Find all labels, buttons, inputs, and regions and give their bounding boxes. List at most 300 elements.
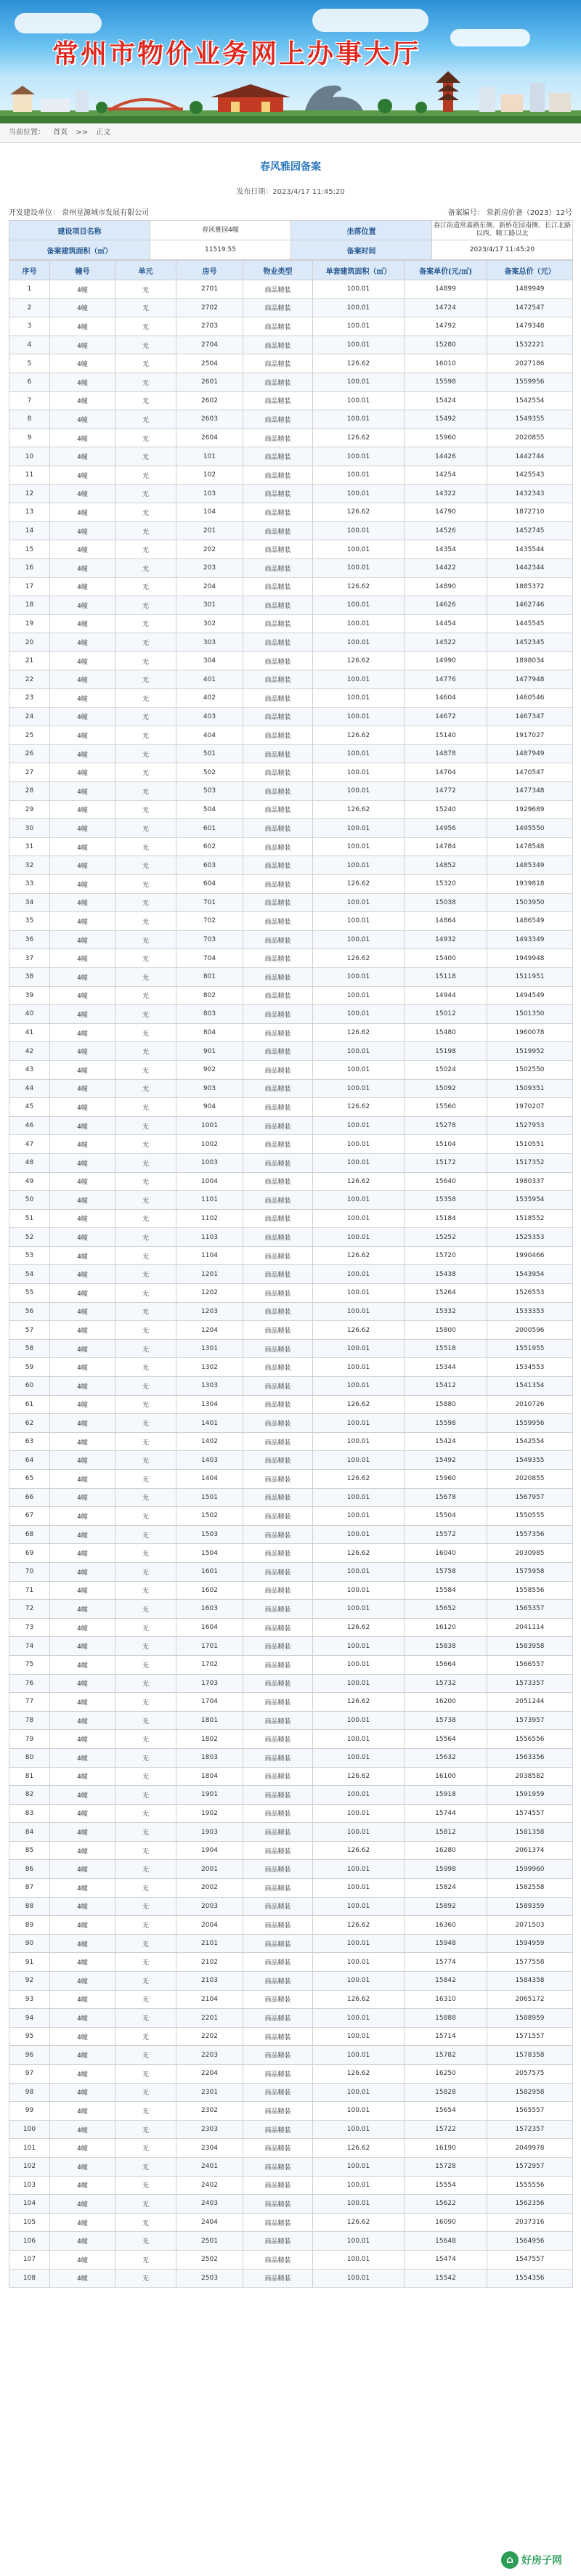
building-number-cell: 4幢: [50, 1228, 115, 1247]
unit-number-cell: 无: [115, 373, 176, 391]
building-number-cell: 4幢: [50, 1897, 115, 1916]
building-number-cell: 4幢: [50, 336, 115, 354]
row-index-cell: 107: [9, 2250, 50, 2269]
unit-price-cell: 15918: [405, 1786, 487, 1805]
room-number-cell: 1802: [176, 1730, 243, 1749]
breadcrumb-home-link[interactable]: 首页: [53, 129, 68, 137]
total-price-cell: 1551955: [487, 1339, 573, 1358]
room-number-cell: 1504: [176, 1544, 243, 1563]
unit-area-cell: 100.01: [313, 1525, 405, 1544]
property-type-cell: 商品精装: [243, 2120, 313, 2139]
unit-price-cell: 15720: [405, 1246, 487, 1265]
total-price-cell: 1578358: [487, 2046, 573, 2065]
unit-price-cell: 15518: [405, 1339, 487, 1358]
row-index-cell: 11: [9, 466, 50, 484]
table-row: [9, 856, 573, 875]
property-type-cell: 商品精装: [243, 1507, 313, 1526]
total-price-cell: 1582558: [487, 1879, 573, 1898]
room-number-cell: 102: [176, 466, 243, 484]
row-index-cell: 73: [9, 1618, 50, 1637]
total-price-cell: 2041114: [487, 1618, 573, 1637]
table-row: [9, 1841, 573, 1860]
property-type-cell: 商品精装: [243, 2009, 313, 2028]
unit-price-cell: 15572: [405, 1525, 487, 1544]
room-number-cell: 1904: [176, 1841, 243, 1860]
unit-number-cell: 无: [115, 800, 176, 819]
table-row: [9, 558, 573, 577]
unit-price-cell: 15424: [405, 1432, 487, 1451]
unit-area-cell: 100.01: [313, 2157, 405, 2176]
unit-area-cell: 100.01: [313, 1711, 405, 1730]
building-number-cell: 4幢: [50, 2195, 115, 2214]
unit-price-cell: 15652: [405, 1600, 487, 1619]
unit-number-cell: 无: [115, 2176, 176, 2195]
table-row: [9, 763, 573, 782]
unit-area-cell: 100.01: [313, 484, 405, 503]
breadcrumb-separator: >>: [76, 129, 89, 137]
unit-number-cell: 无: [115, 1246, 176, 1265]
unit-price-cell: 14522: [405, 633, 487, 652]
total-price-cell: 1541354: [487, 1377, 573, 1396]
total-price-cell: 1533353: [487, 1302, 573, 1321]
table-row: [9, 2120, 573, 2139]
row-index-cell: 25: [9, 726, 50, 745]
unit-number-cell: 无: [115, 1934, 176, 1953]
developer-text: 开发建设单位： 常州星源城市发展有限公司: [9, 209, 150, 217]
room-number-cell: 1804: [176, 1767, 243, 1786]
unit-area-cell: 100.01: [313, 1432, 405, 1451]
property-type-cell: 商品精装: [243, 819, 313, 838]
building-number-cell: 4幢: [50, 1693, 115, 1712]
table-row: [9, 1916, 573, 1935]
room-number-cell: 2402: [176, 2176, 243, 2195]
building-number-cell: 4幢: [50, 2027, 115, 2046]
building-number-cell: 4幢: [50, 1618, 115, 1637]
row-index-cell: 44: [9, 1079, 50, 1098]
cloud-decoration: [312, 9, 428, 32]
building-number-cell: 4幢: [50, 447, 115, 466]
building-number-cell: 4幢: [50, 1525, 115, 1544]
table-row: [9, 1507, 573, 1526]
row-index-cell: 21: [9, 651, 50, 670]
row-index-cell: 103: [9, 2176, 50, 2195]
total-price-cell: 1503950: [487, 893, 573, 912]
table-row: [9, 466, 573, 484]
row-index-cell: 27: [9, 763, 50, 782]
unit-number-cell: 无: [115, 1060, 176, 1079]
unit-area-cell: 100.01: [313, 1786, 405, 1805]
unit-price-cell: 15648: [405, 2232, 487, 2251]
unit-number-cell: 无: [115, 1879, 176, 1898]
property-type-cell: 商品精装: [243, 1135, 313, 1154]
table-row: [9, 1823, 573, 1842]
property-type-cell: 商品精装: [243, 298, 313, 317]
building-number-cell: 4幢: [50, 1860, 115, 1879]
unit-area-cell: 126.62: [313, 875, 405, 894]
row-index-cell: 61: [9, 1395, 50, 1414]
building-number-cell: 4幢: [50, 1655, 115, 1674]
property-type-cell: 商品精装: [243, 949, 313, 968]
unit-number-cell: 无: [115, 2102, 176, 2121]
unit-area-cell: 126.62: [313, 2065, 405, 2084]
property-type-cell: 商品精装: [243, 521, 313, 540]
unit-area-cell: 100.01: [313, 1284, 405, 1303]
unit-number-cell: 无: [115, 447, 176, 466]
row-index-cell: 46: [9, 1116, 50, 1135]
table-row: [9, 1730, 573, 1749]
room-number-cell: 703: [176, 930, 243, 949]
unit-price-cell: 15038: [405, 893, 487, 912]
unit-area-cell: 126.62: [313, 2139, 405, 2158]
room-number-cell: 603: [176, 856, 243, 875]
unit-area-cell: 100.01: [313, 391, 405, 410]
property-type-cell: 商品精装: [243, 633, 313, 652]
building-number-cell: 4幢: [50, 1172, 115, 1191]
table-row: [9, 819, 573, 838]
unit-price-cell: 14772: [405, 782, 487, 801]
table-row: [9, 744, 573, 763]
building-number-cell: 4幢: [50, 1581, 115, 1600]
room-number-cell: 2702: [176, 298, 243, 317]
table-row: [9, 410, 573, 429]
unit-area-cell: 100.01: [313, 1562, 405, 1581]
unit-area-cell: 126.62: [313, 428, 405, 447]
unit-price-cell: 16200: [405, 1693, 487, 1712]
unit-area-cell: 100.01: [313, 1674, 405, 1693]
building-number-cell: 4幢: [50, 689, 115, 708]
building-number-cell: 4幢: [50, 1711, 115, 1730]
building-number-cell: 4幢: [50, 466, 115, 484]
unit-price-cell: 16010: [405, 354, 487, 373]
unit-price-cell: 15960: [405, 1470, 487, 1489]
property-type-cell: 商品精装: [243, 1377, 313, 1396]
room-number-cell: 203: [176, 558, 243, 577]
building-number-cell: 4幢: [50, 428, 115, 447]
room-number-cell: 1203: [176, 1302, 243, 1321]
room-number-cell: 1101: [176, 1191, 243, 1210]
total-price-cell: 1898034: [487, 651, 573, 670]
room-number-cell: 1304: [176, 1395, 243, 1414]
property-type-cell: 商品精装: [243, 466, 313, 484]
unit-number-cell: 无: [115, 1618, 176, 1637]
unit-price-cell: 16120: [405, 1618, 487, 1637]
row-index-cell: 28: [9, 782, 50, 801]
unit-number-cell: 无: [115, 1042, 176, 1061]
location-value: 春江街道常嘉路东侧、新桥花园南侧、长江北路以西、精工路以北: [432, 221, 573, 240]
total-price-cell: 1583958: [487, 1637, 573, 1656]
table-row: [9, 1488, 573, 1507]
unit-number-cell: 无: [115, 280, 176, 299]
building-number-cell: 4幢: [50, 1953, 115, 1972]
total-price-cell: 1591959: [487, 1786, 573, 1805]
unit-area-cell: 100.01: [313, 1860, 405, 1879]
row-index-cell: 53: [9, 1246, 50, 1265]
total-price-cell: 2020855: [487, 1470, 573, 1489]
total-price-cell: 1939818: [487, 875, 573, 894]
unit-area-cell: 100.01: [313, 670, 405, 689]
watermark-text: 好房子网: [521, 2555, 562, 2567]
room-number-cell: 2701: [176, 280, 243, 299]
unit-area-cell: 100.01: [313, 2102, 405, 2121]
table-row: [9, 670, 573, 689]
unit-price-cell: 15622: [405, 2195, 487, 2214]
table-row: [9, 1246, 573, 1265]
building-number-cell: 4幢: [50, 1358, 115, 1377]
table-row: [9, 1953, 573, 1972]
room-number-cell: 1404: [176, 1470, 243, 1489]
row-index-cell: 12: [9, 484, 50, 503]
unit-area-cell: 100.01: [313, 856, 405, 875]
unit-number-cell: 无: [115, 1916, 176, 1935]
total-price-cell: 1543954: [487, 1265, 573, 1284]
table-row: [9, 391, 573, 410]
unit-price-cell: 15998: [405, 1860, 487, 1879]
property-type-cell: 商品精装: [243, 2195, 313, 2214]
unit-number-cell: 无: [115, 1432, 176, 1451]
property-type-cell: 商品精装: [243, 2027, 313, 2046]
unit-number-cell: 无: [115, 1786, 176, 1805]
building-number-cell: 4幢: [50, 633, 115, 652]
table-row: [9, 1544, 573, 1563]
building-number-cell: 4幢: [50, 1060, 115, 1079]
total-price-cell: 1479348: [487, 317, 573, 336]
property-type-cell: 商品精装: [243, 1414, 313, 1433]
total-price-cell: 2057575: [487, 2065, 573, 2084]
property-type-cell: 商品精装: [243, 1284, 313, 1303]
property-type-cell: 商品精装: [243, 1451, 313, 1470]
table-row: [9, 1934, 573, 1953]
row-index-cell: 47: [9, 1135, 50, 1154]
unit-area-cell: 100.01: [313, 1042, 405, 1061]
total-price-cell: 1557356: [487, 1525, 573, 1544]
room-number-cell: 303: [176, 633, 243, 652]
total-price-cell: 1550555: [487, 1507, 573, 1526]
unit-area-cell: 100.01: [313, 1451, 405, 1470]
total-price-cell: 1542554: [487, 391, 573, 410]
room-number-cell: 2502: [176, 2250, 243, 2269]
unit-number-cell: 无: [115, 2213, 176, 2232]
total-price-cell: 1510551: [487, 1135, 573, 1154]
room-number-cell: 101: [176, 447, 243, 466]
total-price-cell: 1565357: [487, 1600, 573, 1619]
building-number-cell: 4幢: [50, 2157, 115, 2176]
unit-number-cell: 无: [115, 1228, 176, 1247]
unit-number-cell: 无: [115, 875, 176, 894]
property-type-cell: 商品精装: [243, 856, 313, 875]
row-index-cell: 32: [9, 856, 50, 875]
row-index-cell: 22: [9, 670, 50, 689]
building-number-cell: 4幢: [50, 1116, 115, 1135]
room-number-cell: 1503: [176, 1525, 243, 1544]
unit-number-cell: 无: [115, 763, 176, 782]
room-number-cell: 1302: [176, 1358, 243, 1377]
property-type-cell: 商品精装: [243, 782, 313, 801]
unit-price-cell: 15344: [405, 1358, 487, 1377]
unit-number-cell: 无: [115, 856, 176, 875]
room-number-cell: 403: [176, 707, 243, 726]
building-number-cell: 4幢: [50, 1098, 115, 1117]
total-price-cell: 1571557: [487, 2027, 573, 2046]
unit-number-cell: 无: [115, 391, 176, 410]
property-type-cell: 商品精装: [243, 1823, 313, 1842]
unit-area-cell: 100.01: [313, 1507, 405, 1526]
property-type-cell: 商品精装: [243, 391, 313, 410]
property-type-cell: 商品精装: [243, 1079, 313, 1098]
unit-price-cell: 16250: [405, 2065, 487, 2084]
building-number-cell: 4幢: [50, 967, 115, 986]
property-type-cell: 商品精装: [243, 967, 313, 986]
unit-price-cell: 14426: [405, 447, 487, 466]
total-price-cell: 1547557: [487, 2250, 573, 2269]
unit-number-cell: 无: [115, 1284, 176, 1303]
total-price-cell: 1486549: [487, 912, 573, 931]
table-row: [9, 1153, 573, 1172]
row-index-cell: 35: [9, 912, 50, 931]
room-number-cell: 402: [176, 689, 243, 708]
unit-price-cell: 14454: [405, 614, 487, 633]
unit-area-cell: 100.01: [313, 633, 405, 652]
property-type-cell: 商品精装: [243, 540, 313, 559]
property-type-cell: 商品精装: [243, 1581, 313, 1600]
property-type-cell: 商品精装: [243, 1655, 313, 1674]
unit-area-cell: 100.01: [313, 967, 405, 986]
property-type-cell: 商品精装: [243, 1525, 313, 1544]
room-number-cell: 2204: [176, 2065, 243, 2084]
unit-price-cell: 14792: [405, 317, 487, 336]
table-row: [9, 1600, 573, 1619]
table-row: [9, 967, 573, 986]
room-number-cell: 1201: [176, 1265, 243, 1284]
table-row: [9, 1079, 573, 1098]
unit-area-cell: 100.01: [313, 689, 405, 708]
table-row: [9, 577, 573, 596]
unit-number-cell: 无: [115, 1804, 176, 1823]
unit-area-cell: 100.01: [313, 1377, 405, 1396]
property-type-cell: 商品精装: [243, 558, 313, 577]
property-type-cell: 商品精装: [243, 354, 313, 373]
column-header: 备案单价(元/㎡): [405, 261, 487, 280]
room-number-cell: 2401: [176, 2157, 243, 2176]
row-index-cell: 77: [9, 1693, 50, 1712]
unit-number-cell: 无: [115, 1116, 176, 1135]
building-number-cell: 4幢: [50, 614, 115, 633]
property-type-cell: 商品精装: [243, 1693, 313, 1712]
unit-number-cell: 无: [115, 633, 176, 652]
unit-area-cell: 100.01: [313, 1972, 405, 1991]
unit-number-cell: 无: [115, 540, 176, 559]
total-price-cell: 2061374: [487, 1841, 573, 1860]
room-number-cell: 301: [176, 596, 243, 615]
row-index-cell: 95: [9, 2027, 50, 2046]
house-icon: ⌂: [501, 2551, 519, 2569]
total-price-cell: 1599960: [487, 1860, 573, 1879]
unit-number-cell: 无: [115, 558, 176, 577]
table-row: [9, 1860, 573, 1879]
row-index-cell: 86: [9, 1860, 50, 1879]
unit-price-cell: 16100: [405, 1767, 487, 1786]
row-index-cell: 19: [9, 614, 50, 633]
unit-area-cell: 126.62: [313, 1841, 405, 1860]
unit-number-cell: 无: [115, 1730, 176, 1749]
row-index-cell: 41: [9, 1023, 50, 1042]
unit-number-cell: 无: [115, 1581, 176, 1600]
table-row: [9, 689, 573, 708]
unit-price-cell: 14776: [405, 670, 487, 689]
room-number-cell: 1102: [176, 1209, 243, 1228]
unit-price-cell: 14626: [405, 596, 487, 615]
unit-price-cell: 15598: [405, 373, 487, 391]
unit-price-cell: 15504: [405, 1507, 487, 1526]
unit-price-cell: 15948: [405, 1934, 487, 1953]
property-type-cell: 商品精装: [243, 670, 313, 689]
unit-area-cell: 126.62: [313, 354, 405, 373]
building-number-cell: 4幢: [50, 596, 115, 615]
table-row: [9, 336, 573, 354]
unit-number-cell: 无: [115, 1823, 176, 1842]
table-row: [9, 1451, 573, 1470]
unit-area-cell: 100.01: [313, 1302, 405, 1321]
total-price-cell: 1511951: [487, 967, 573, 986]
unit-area-cell: 100.01: [313, 447, 405, 466]
room-number-cell: 704: [176, 949, 243, 968]
unit-area-cell: 100.01: [313, 1191, 405, 1210]
row-index-cell: 26: [9, 744, 50, 763]
table-row: [9, 1339, 573, 1358]
unit-price-cell: 15774: [405, 1953, 487, 1972]
building-number-cell: 4幢: [50, 2083, 115, 2102]
unit-price-cell: 14784: [405, 837, 487, 856]
unit-area-cell: 126.62: [313, 1395, 405, 1414]
table-row: [9, 1562, 573, 1581]
room-number-cell: 1103: [176, 1228, 243, 1247]
unit-number-cell: 无: [115, 1414, 176, 1433]
table-row: [9, 540, 573, 559]
total-price-cell: 1917027: [487, 726, 573, 745]
unit-price-cell: 15264: [405, 1284, 487, 1303]
unit-price-cell: 14604: [405, 689, 487, 708]
table-row: [9, 1172, 573, 1191]
row-index-cell: 24: [9, 707, 50, 726]
row-index-cell: 9: [9, 428, 50, 447]
room-number-cell: 1402: [176, 1432, 243, 1451]
unit-price-cell: 15722: [405, 2120, 487, 2139]
table-row: [9, 2102, 573, 2121]
unit-price-cell: 15332: [405, 1302, 487, 1321]
unit-number-cell: 无: [115, 1600, 176, 1619]
row-index-cell: 80: [9, 1748, 50, 1767]
column-header: 序号: [9, 261, 50, 280]
unit-area-cell: 100.01: [313, 1414, 405, 1433]
building-number-cell: 4幢: [50, 670, 115, 689]
table-row: [9, 428, 573, 447]
row-index-cell: 10: [9, 447, 50, 466]
table-row: [9, 2213, 573, 2232]
unit-number-cell: 无: [115, 986, 176, 1005]
unit-area-cell: 100.01: [313, 930, 405, 949]
unit-area-cell: 100.01: [313, 1804, 405, 1823]
unit-area-cell: 126.62: [313, 1767, 405, 1786]
total-price-cell: 1501350: [487, 1005, 573, 1024]
unit-number-cell: 无: [115, 2046, 176, 2065]
cloud-decoration: [15, 13, 102, 33]
unit-number-cell: 无: [115, 967, 176, 986]
total-price-cell: 1452345: [487, 633, 573, 652]
building-number-cell: 4幢: [50, 1042, 115, 1061]
building-number-cell: 4幢: [50, 1005, 115, 1024]
unit-area-cell: 100.01: [313, 1358, 405, 1377]
row-index-cell: 39: [9, 986, 50, 1005]
property-type-cell: 商品精装: [243, 1730, 313, 1749]
